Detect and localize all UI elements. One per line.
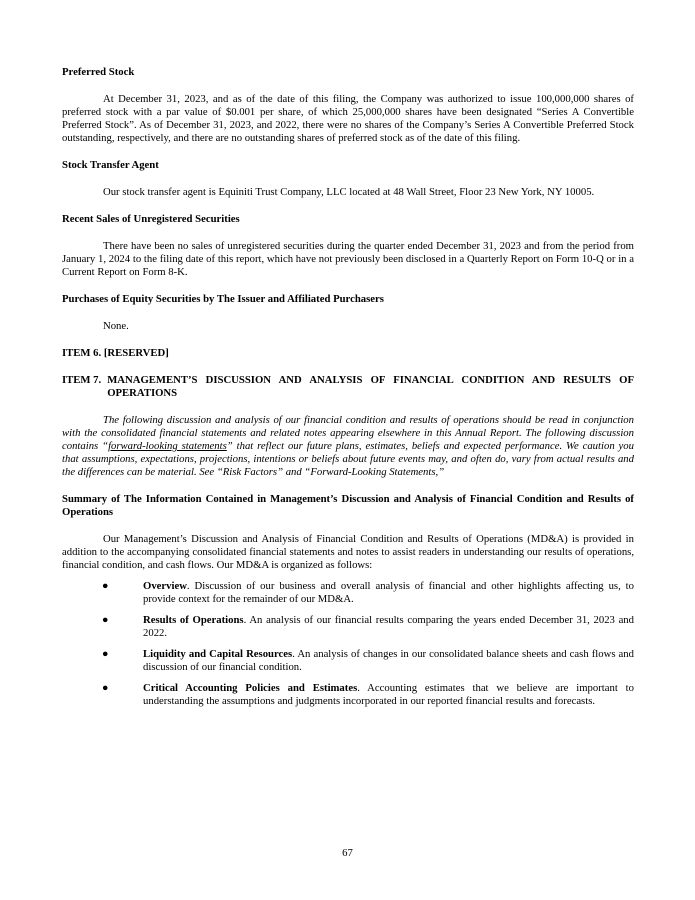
recent-sales-paragraph: There have been no sales of unregistered securities during the quarter ended December 31, 2023 and from the period from January 1, 2024 to the filing date of this report, which have not previously been disclosed in a Quarterly Report on Form 10-Q or in a Current Report on Form 8-K. [62,240,634,278]
mdna-organization-list [62,580,634,708]
list-item-term: Results of Operations [143,614,244,626]
forward-looking-link[interactable]: forward-looking statements [108,440,227,452]
item7-heading [62,374,634,400]
list-item-overview [62,580,634,606]
list-item-text: . An analysis of our financial results comparing the years ended December 31, 2023 and 2022. [143,614,634,639]
bullet-icon: ● [102,682,109,694]
list-item-critical-policies [62,682,634,708]
list-item-text: . Accounting estimates that we believe are important to understanding the assumptions and judgments incorporated in our reported financial results and forecasts. [143,682,634,707]
item7-number: ITEM 7. [62,374,102,386]
purchases-heading: Purchases of Equity Securities by The Issuer and Affiliated Purchasers [62,293,384,305]
recent-sales-heading: Recent Sales of Unregistered Securities [62,213,240,225]
intro-text-b: ” that reflect our future plans, estimates, beliefs and expected performance. We caution you that assumptions, expectations, projections, intentions or beliefs about future events may, and often do, vary from actual results and the differences can be material. See “Risk Factors” and “Forward-Looking Statements,” [62,440,634,478]
item6-heading: ITEM 6. [RESERVED] [62,347,169,359]
summary-paragraph: Our Management’s Discussion and Analysis of Financial Condition and Results of Operations (MD&A) is provided in addition to the accompanying consolidated financial statements and notes to assist readers in understanding our results of operations, financial condition, and cash flows. Our MD&A is organized as follows: [62,533,634,571]
page-number: 67 [342,847,353,859]
list-item-results [62,614,634,640]
mdna-intro-paragraph [62,414,634,479]
list-item-text: . Discussion of our business and overall analysis of financial and other highlights affecting us, to provide context for the remainder of our MD&A. [143,580,634,605]
preferred-stock-heading: Preferred Stock [62,66,135,78]
bullet-icon: ● [102,580,109,592]
list-item-liquidity [62,648,634,674]
item7-title: MANAGEMENT’S DISCUSSION AND ANALYSIS OF FINANCIAL CONDITION AND RESULTS OF OPERATIONS [107,374,634,399]
list-item-text: . An analysis of changes in our consolidated balance sheets and cash flows and discussion of our financial condition. [143,648,634,673]
list-item-term: Liquidity and Capital Resources [143,648,293,660]
document-page [62,66,634,708]
list-item-term: Critical Accounting Policies and Estimates [143,682,358,694]
bullet-icon: ● [102,614,109,626]
summary-heading: Summary of The Information Contained in Management’s Discussion and Analysis of Financial Condition and Results of Operations [62,493,634,518]
purchases-paragraph: None. [103,320,129,332]
intro-text-a: The following discussion and analysis of our financial condition and results of operations should be read in conjunction with the consolidated financial statements and related notes appearing elsewhere in this Annual Report. The following discussion contains “ [62,414,634,452]
list-item-term: Overview [143,580,187,592]
transfer-agent-paragraph: Our stock transfer agent is Equiniti Trust Company, LLC located at 48 Wall Street, Floor 23 New York, NY 10005. [103,186,595,198]
bullet-icon: ● [102,648,109,660]
transfer-agent-heading: Stock Transfer Agent [62,159,159,171]
preferred-stock-paragraph: At December 31, 2023, and as of the date of this filing, the Company was authorized to issue 100,000,000 shares of preferred stock with a par value of $0.001 per share, of which 25,000,000 shares have been designated “Series A Convertible Preferred Stock”. As of December 31, 2023, and 2022, there were no shares of the Company’s Series A Convertible Preferred Stock outstanding, respectively, and there are no outstanding shares of preferred stock as of the date of this filing. [62,93,634,144]
